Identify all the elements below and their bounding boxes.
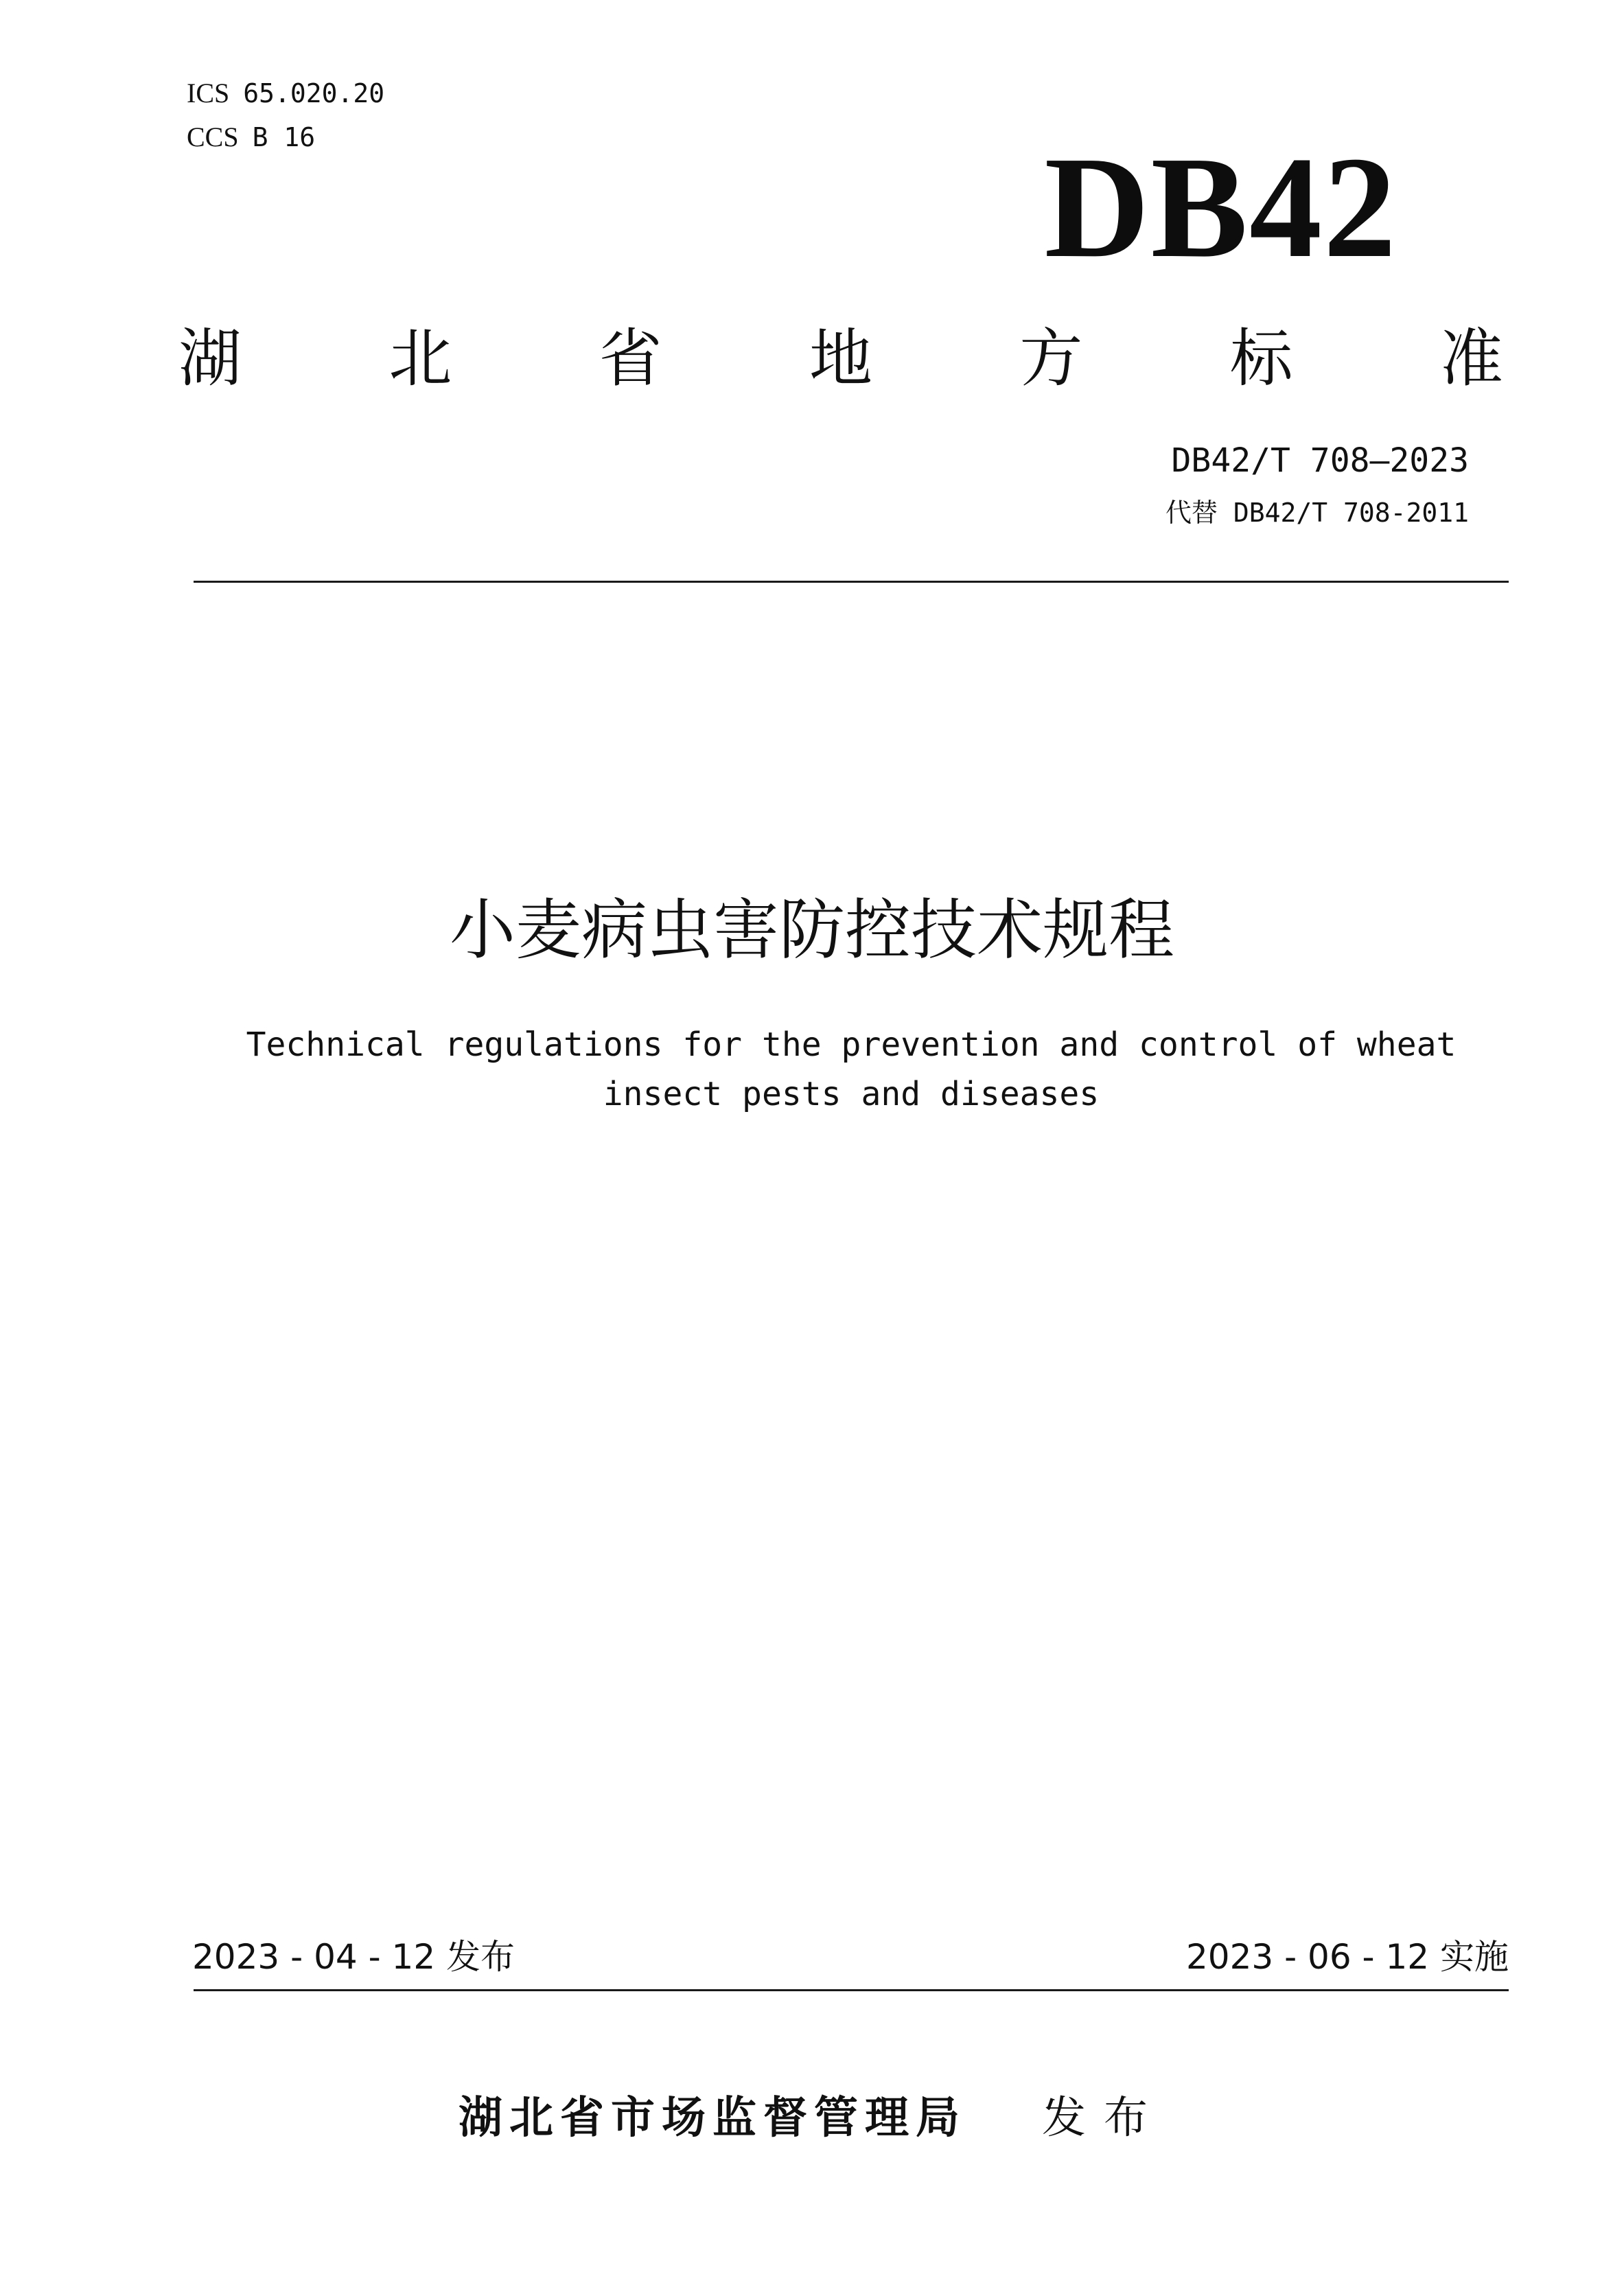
ics-classification bbox=[187, 77, 384, 110]
replaced-standard: 代替 DB42/T 708-2011 bbox=[1165, 498, 1469, 528]
standard-type-char: 地 bbox=[809, 322, 872, 395]
header-divider bbox=[194, 581, 1509, 583]
publisher-line bbox=[0, 2091, 1624, 2146]
footer-divider bbox=[194, 1989, 1509, 1991]
english-title-line: insect pests and diseases bbox=[603, 1075, 1100, 1113]
implementation-date: 2023 - 06 - 12 实施 bbox=[1185, 1937, 1509, 1977]
standard-type-char: 准 bbox=[1439, 322, 1503, 395]
standard-number: DB42/T 708—2023 bbox=[1171, 441, 1469, 480]
ics-code: 65.020.20 bbox=[243, 78, 385, 108]
standard-type-heading bbox=[178, 321, 1503, 397]
standard-type-char: 方 bbox=[1019, 322, 1083, 395]
standard-type-char: 北 bbox=[388, 322, 452, 395]
publisher-name: 湖北省市场监督管理局 bbox=[459, 2093, 966, 2144]
english-title-line: Technical regulations for the prevention and control of wheat bbox=[246, 1025, 1457, 1064]
document-title-chinese: 小麦病虫害防控技术规程 bbox=[450, 892, 1174, 969]
issue-date: 2023 - 04 - 12 发布 bbox=[192, 1937, 515, 1977]
ics-label: ICS bbox=[187, 78, 230, 108]
publisher-action: 发布 bbox=[1042, 2093, 1165, 2144]
standard-code-mark: DB42 bbox=[1044, 126, 1397, 288]
standard-type-char: 省 bbox=[599, 322, 662, 395]
ccs-classification bbox=[187, 121, 315, 154]
document-title-english bbox=[206, 1020, 1496, 1119]
standard-type-char: 标 bbox=[1229, 322, 1293, 395]
standard-type-char: 湖 bbox=[178, 322, 242, 395]
ccs-code: B 16 bbox=[252, 122, 316, 152]
ccs-label: CCS bbox=[187, 121, 239, 152]
